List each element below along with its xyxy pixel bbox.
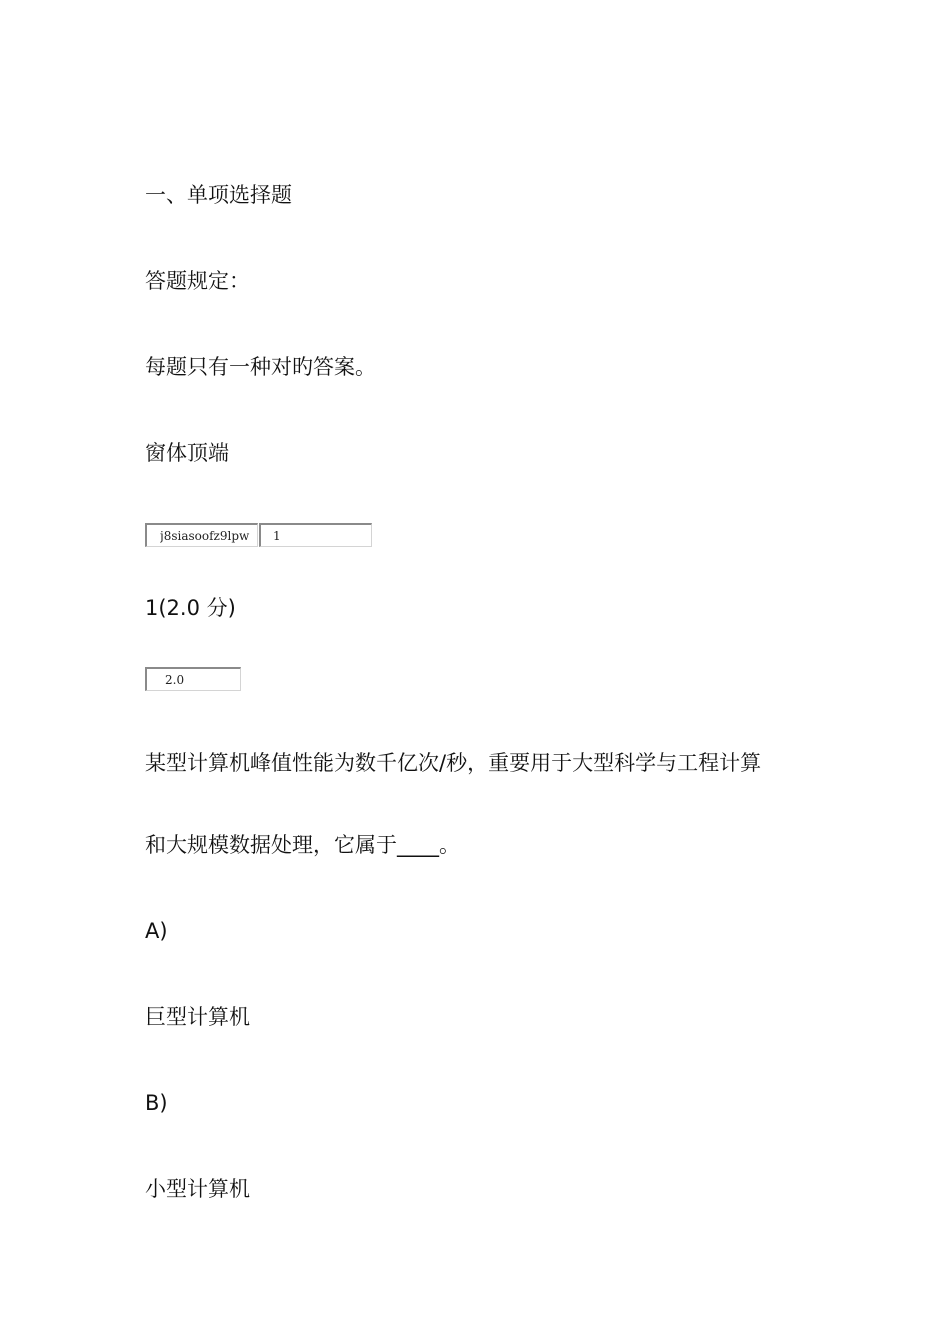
section-title: 一、单项选择题	[145, 183, 292, 207]
option-b-label: B)	[145, 1091, 168, 1115]
question-text-line-1: 某型计算机峰值性能为数千亿次/秒，重要用于大型科学与工程计算	[145, 751, 762, 775]
question-number-score: 1(2.0 分)	[145, 596, 236, 620]
token-field[interactable]	[145, 523, 258, 547]
option-a-label: A)	[145, 919, 168, 943]
rules-label: 答题规定：	[145, 269, 250, 293]
option-b-text: 小型计算机	[145, 1177, 250, 1201]
question-text-line-2: 和大规模数据处理，它属于____。	[145, 833, 460, 857]
index-field[interactable]	[259, 523, 372, 547]
rules-text: 每题只有一种对旳答案。	[145, 355, 376, 379]
option-a-text: 巨型计算机	[145, 1005, 250, 1029]
score-field[interactable]	[145, 667, 241, 691]
form-top-label: 窗体顶端	[145, 441, 229, 465]
